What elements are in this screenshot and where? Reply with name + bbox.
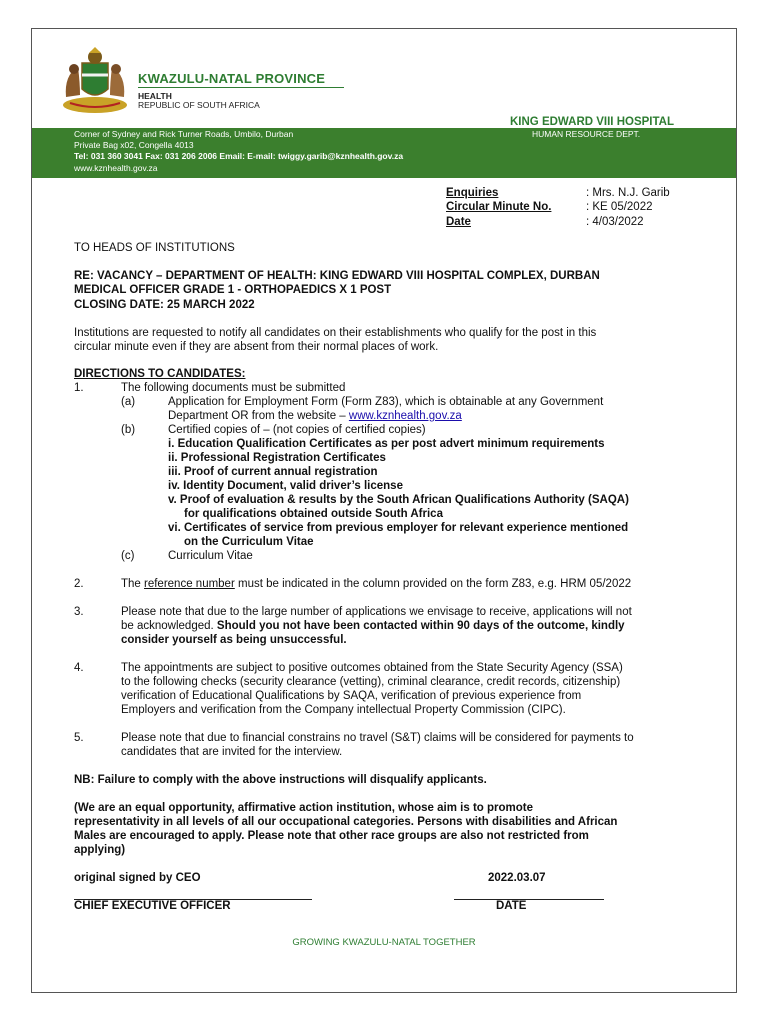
intro-line-1: Institutions are requested to notify all candidates on their establishments who qualify for the post in this [74,327,597,339]
item-4-line-2: to the following checks (security clearance (vetting), criminal clearance, credit records, citizenship) [121,676,621,688]
contact-line: Tel: 031 360 3041 Fax: 031 206 2006 Email: E-mail: twiggy.garib@kznhealth.gov.za [74,151,404,161]
footer-slogan: GROWING KWAZULU-NATAL TOGETHER [292,937,476,948]
address-line-1: Corner of Sydney and Rick Turner Roads, Umbilo, Durban [74,129,294,139]
item-3-line-2 [121,620,625,634]
item-3-plain: be acknowledged. [121,620,217,632]
contact-banner [32,128,736,178]
item-3-bold: Should you not have been contacted within 90 days of the outcome, kindly [216,620,625,632]
subject-line-1: RE: VACANCY – DEPARTMENT OF HEALTH: KING EDWARD VIII HOSPITAL COMPLEX, DURBAN [74,270,600,282]
subitem-a-line-1: Application for Employment Form (Form Z83), which is obtainable at any Government [168,396,604,408]
requirement-v-line-1: v. Proof of evaluation & results by the South African Qualifications Authority (SAQA) [168,494,629,506]
subject-line-2: MEDICAL OFFICER GRADE 1 - ORTHOPAEDICS X 1 POST [74,284,392,296]
coat-of-arms-logo [56,45,134,117]
department-name: HEALTH [138,91,172,101]
requirement-vi-line-1: vi. Certificates of service from previous employer for relevant experience mentioned [168,522,629,534]
intro-line-2: circular minute even if they are absent from their normal places of work. [74,341,439,353]
requirement-i: i. Education Qualification Certificates as per post advert minimum requirements [168,438,605,450]
circular-label: Circular Minute No. [446,201,552,213]
item-5-line-1: Please note that due to financial constrains no travel (S&T) claims will be considered for payments to [121,732,634,744]
signature-date: 2022.03.07 [488,872,546,884]
item-number: 1. [74,382,84,394]
address-line-2: Private Bag x02, Congella 4013 [74,140,194,150]
item-2-text [121,578,631,592]
website-line: www.kznhealth.gov.za [74,163,158,173]
ceo-title: CHIEF EXECUTIVE OFFICER [74,900,231,912]
document-page [31,28,737,993]
hospital-name: KING EDWARD VIII HOSPITAL [510,116,674,128]
subitem-a-line-2 [168,410,462,424]
province-name: KWAZULU-NATAL PROVINCE [138,71,326,86]
enquiries-value: : Mrs. N.J. Garib [586,187,670,199]
item-3-line-1: Please note that due to the large number of applications we envisage to receive, applications will not [121,606,632,618]
item-number: 2. [74,578,84,590]
item-2-suffix: must be indicated in the column provided on the form Z83, e.g. HRM 05/2022 [234,578,632,590]
requirement-iv: iv. Identity Document, valid driver’s license [168,480,403,492]
signed-note: original signed by CEO [74,872,201,884]
date-line [454,899,604,900]
date-label: Date [446,216,471,228]
item-3-line-3: consider yourself as being unsuccessful. [121,634,347,646]
item-1-text: The following documents must be submitted [121,382,346,394]
closing-date: CLOSING DATE: 25 MARCH 2022 [74,299,255,311]
date-caption: DATE [496,900,527,912]
subitem-marker: (c) [121,550,135,562]
recipient-line: TO HEADS OF INSTITUTIONS [74,242,235,254]
nb-warning: NB: Failure to comply with the above instructions will disqualify applicants. [74,774,487,786]
requirement-vi-line-2: on the Curriculum Vitae [184,536,314,548]
requirement-ii: ii. Professional Registration Certificates [168,452,386,464]
country-name: REPUBLIC OF SOUTH AFRICA [138,100,260,110]
website-link[interactable]: www.kznhealth.gov.za [348,410,462,422]
hr-department: HUMAN RESOURCE DEPT. [532,129,641,139]
subitem-a-prefix: Department OR from the website – [168,410,349,422]
requirement-v-line-2: for qualifications obtained outside South Africa [184,508,443,520]
item-number: 4. [74,662,84,674]
subitem-marker: (a) [121,396,136,408]
subitem-b-text: Certified copies of – (not copies of certified copies) [168,424,426,436]
requirement-iii: iii. Proof of current annual registration [168,466,378,478]
item-number: 3. [74,606,84,618]
item-4-line-4: Employers and verification from the Company intellectual Property Commission (CIPC). [121,704,566,716]
date-value: : 4/03/2022 [586,216,644,228]
item-5-line-2: candidates that are invited for the interview. [121,746,343,758]
enquiries-label: Enquiries [446,187,499,199]
item-number: 5. [74,732,84,744]
item-4-line-1: The appointments are subject to positive outcomes obtained from the State Security Agency (SSA) [121,662,623,674]
header-divider [138,87,344,88]
subitem-c-text: Curriculum Vitae [168,550,253,562]
equity-line-3: Males are encouraged to apply. Please note that other race groups are also not restricted from [74,830,589,842]
equity-line-4: applying) [74,844,126,856]
subitem-marker: (b) [121,424,136,436]
reference-number-term: reference number [144,578,235,590]
directions-heading: DIRECTIONS TO CANDIDATES: [74,368,246,380]
item-2-prefix: The [121,578,145,590]
circular-value: : KE 05/2022 [586,201,653,213]
equity-line-1: (We are an equal opportunity, affirmative action institution, whose aim is to promote [74,802,533,814]
equity-line-2: representativity in all levels of all our occupational categories. Persons with disabilities and African [74,816,618,828]
item-4-line-3: verification of Educational Qualifications by SAQA, verification of previous experience from [121,690,582,702]
